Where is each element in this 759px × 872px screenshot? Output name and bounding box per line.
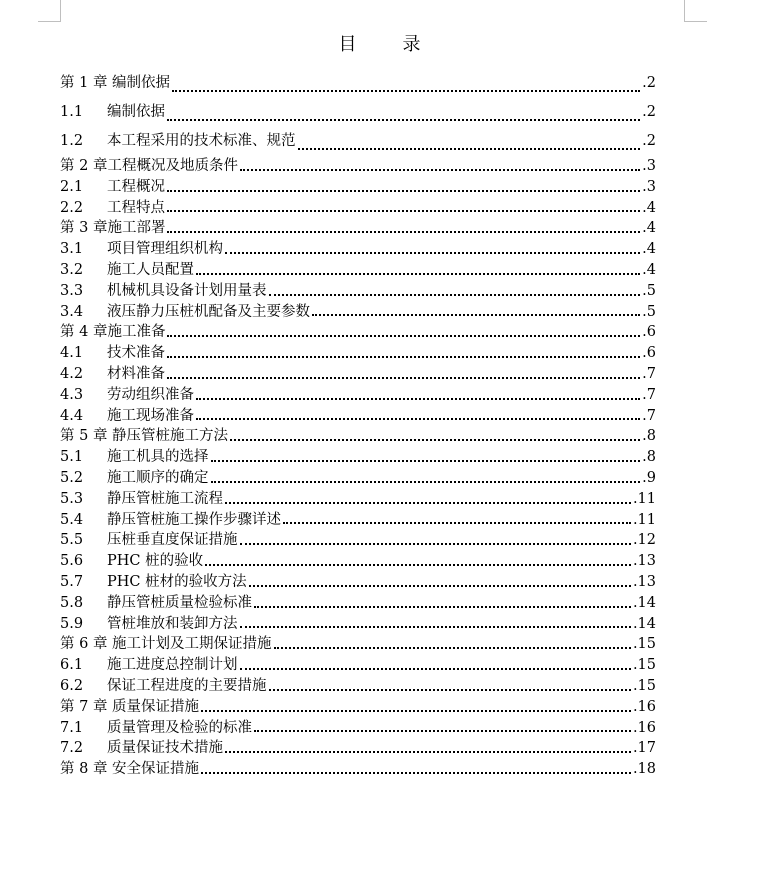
- toc-dot-leader: [196, 418, 640, 420]
- toc-section-entry[interactable]: [60, 406, 656, 427]
- toc-entry-number: 5.5: [60, 532, 84, 549]
- toc-entry-number: 5.2: [60, 469, 84, 486]
- toc-page-number: .8: [642, 449, 656, 466]
- toc-page-number: .6: [642, 324, 656, 341]
- toc-dot-leader: [211, 460, 641, 462]
- toc-entry-number: 5.7: [60, 573, 84, 590]
- toc-entry-number: 7.2: [60, 740, 84, 757]
- toc-entry-number: 2.1: [60, 178, 84, 195]
- toc-entry-number: 5.1: [60, 449, 84, 466]
- toc-entry-label: 质量保证技术措施: [107, 740, 223, 757]
- toc-section-entry[interactable]: [60, 447, 656, 468]
- toc-entry-number: 5.6: [60, 553, 84, 570]
- toc-page-number: .11: [632, 490, 656, 507]
- toc-entry-number: 4.2: [60, 365, 84, 382]
- toc-entry-label: 第 7 章 质量保证措施: [60, 698, 200, 715]
- toc-entry-label: 材料准备: [107, 365, 165, 382]
- toc-dot-leader: [240, 169, 640, 171]
- toc-page-number: .2: [642, 104, 656, 120]
- toc-entry-label: 施工机具的选择: [107, 449, 209, 466]
- toc-entry-label: 编制依据: [107, 104, 165, 120]
- toc-section-entry[interactable]: [60, 655, 656, 676]
- toc-title: 目 录: [338, 34, 435, 55]
- toc-chapter-entry[interactable]: [60, 218, 656, 239]
- toc-entry-number: 6.2: [60, 677, 84, 694]
- toc-dot-leader: [172, 90, 640, 92]
- toc-entry-number: 3.4: [60, 303, 84, 320]
- toc-page-number: .7: [642, 365, 656, 382]
- toc-entry-number: 5.9: [60, 615, 84, 632]
- toc-entry-label: 质量管理及检验的标准: [107, 719, 252, 736]
- toc-section-entry[interactable]: [60, 260, 656, 281]
- toc-entry-number: 2.2: [60, 199, 84, 216]
- toc-page-number: .14: [632, 615, 656, 632]
- toc-page-number: .16: [632, 698, 656, 715]
- toc-section-entry[interactable]: [60, 177, 656, 198]
- toc-dot-leader: [249, 585, 631, 587]
- toc-page-number: .17: [632, 740, 656, 757]
- toc-page-number: .7: [642, 407, 656, 424]
- toc-dot-leader: [167, 335, 640, 337]
- toc-entry-number: 3.1: [60, 241, 84, 258]
- toc-entry-number: 5.3: [60, 490, 84, 507]
- toc-page-number: .11: [632, 511, 656, 528]
- toc-entry-label: 保证工程进度的主要措施: [107, 677, 267, 694]
- toc-entry-label: 工程特点: [107, 199, 165, 216]
- toc-entry-label: 项目管理组织机构: [107, 241, 223, 258]
- toc-entry-label: 静压管桩施工流程: [107, 490, 223, 507]
- toc-dot-leader: [167, 210, 640, 212]
- toc-entry-label: 施工现场准备: [107, 407, 194, 424]
- toc-page-number: .13: [632, 573, 656, 590]
- toc-entry-label: 施工顺序的确定: [107, 469, 209, 486]
- toc-entry-label: 第 6 章 施工计划及工期保证措施: [60, 636, 272, 653]
- toc-chapter-entry[interactable]: [60, 759, 656, 780]
- toc-entry-label: 第 4 章施工准备: [60, 324, 166, 341]
- toc-dot-leader: [225, 502, 631, 504]
- toc-dot-leader: [240, 626, 631, 628]
- toc-section-entry[interactable]: [60, 510, 656, 531]
- toc-page-number: .13: [632, 553, 656, 570]
- toc-entry-label: 压桩垂直度保证措施: [107, 532, 238, 549]
- toc-entry-number: 4.4: [60, 407, 84, 424]
- toc-section-entry[interactable]: [60, 302, 656, 323]
- toc-dot-leader: [225, 751, 631, 753]
- toc-section-entry[interactable]: [60, 343, 656, 364]
- toc-dot-leader: [167, 119, 640, 121]
- toc-entry-label: 第 8 章 安全保证措施: [60, 761, 200, 778]
- toc-section-entry[interactable]: [60, 572, 656, 593]
- toc-entry-label: 机械机具设备计划用量表: [107, 282, 267, 299]
- toc-section-entry[interactable]: [60, 593, 656, 614]
- toc-page-number: .2: [642, 75, 656, 91]
- toc-entry-label: PHC 桩的验收: [107, 553, 204, 570]
- toc-entry-number: 4.3: [60, 386, 84, 403]
- toc-dot-leader: [298, 148, 641, 150]
- toc-section-entry[interactable]: [60, 281, 656, 302]
- toc-entry-number: 1.1: [60, 104, 84, 120]
- toc-entry-label: 施工进度总控制计划: [107, 657, 238, 674]
- toc-entry-label: 劳动组织准备: [107, 386, 194, 403]
- toc-section-entry[interactable]: [60, 530, 656, 551]
- toc-page-number: .8: [642, 428, 656, 445]
- toc-section-entry[interactable]: [60, 489, 656, 510]
- toc-dot-leader: [269, 294, 641, 296]
- toc-entry-label: PHC 桩材的验收方法: [107, 573, 247, 590]
- toc-dot-leader: [205, 564, 631, 566]
- toc-section-entry[interactable]: [60, 468, 656, 489]
- toc-entry-number: 3.3: [60, 282, 84, 299]
- toc-entry-number: 1.2: [60, 133, 84, 149]
- toc-chapter-entry[interactable]: [60, 322, 656, 343]
- toc-dot-leader: [211, 481, 641, 483]
- toc-dot-leader: [196, 273, 640, 275]
- toc-dot-leader: [283, 522, 631, 524]
- toc-entry-label: 第 3 章施工部署: [60, 220, 166, 237]
- toc-section-entry[interactable]: [60, 676, 656, 697]
- toc-entry-label: 静压管桩质量检验标准: [107, 594, 252, 611]
- toc-page-number: .3: [642, 158, 656, 174]
- toc-page-number: .5: [642, 282, 656, 299]
- toc-section-entry[interactable]: [60, 98, 656, 127]
- toc-page-number: .18: [632, 761, 656, 778]
- toc-entry-label: 施工人员配置: [107, 261, 194, 278]
- toc-page-number: .4: [642, 220, 656, 237]
- toc-section-entry[interactable]: [60, 738, 656, 759]
- toc-page-number: .14: [632, 594, 656, 611]
- toc-dot-leader: [269, 689, 631, 691]
- toc-entry-label: 第 2 章工程概况及地质条件: [60, 158, 238, 174]
- toc-entry-number: 5.8: [60, 594, 84, 611]
- toc-section-entry[interactable]: [60, 198, 656, 219]
- toc-entry-label: 工程概况: [107, 178, 165, 195]
- page-corner-mark-right: [684, 0, 707, 22]
- toc-entry-label: 液压静力压桩机配备及主要参数: [107, 303, 310, 320]
- toc-page-number: .4: [642, 199, 656, 216]
- toc-chapter-entry[interactable]: [60, 426, 656, 447]
- toc-entry-number: 4.1: [60, 345, 84, 362]
- page-corner-mark-left: [38, 0, 61, 22]
- toc-section-entry[interactable]: [60, 127, 656, 156]
- toc-dot-leader: [167, 190, 640, 192]
- toc-page-number: .15: [632, 677, 656, 694]
- toc-dot-leader: [196, 398, 640, 400]
- toc-entry-number: 7.1: [60, 719, 84, 736]
- toc-dot-leader: [312, 314, 640, 316]
- toc-entry-label: 管桩堆放和装卸方法: [107, 615, 238, 632]
- toc-page-number: .12: [632, 532, 656, 549]
- toc-page-number: .9: [642, 469, 656, 486]
- toc-dot-leader: [240, 543, 631, 545]
- toc-page-number: .2: [642, 133, 656, 149]
- toc-page-number: .4: [642, 261, 656, 278]
- toc-page-number: .5: [642, 303, 656, 320]
- toc-chapter-entry[interactable]: [60, 634, 656, 655]
- toc-section-entry[interactable]: [60, 551, 656, 572]
- toc-entry-number: 5.4: [60, 511, 84, 528]
- toc-section-entry[interactable]: [60, 364, 656, 385]
- toc-page-number: .4: [642, 241, 656, 258]
- toc-dot-leader: [254, 730, 631, 732]
- toc-section-entry[interactable]: [60, 718, 656, 739]
- toc-section-entry[interactable]: [60, 614, 656, 635]
- toc-chapter-entry[interactable]: [60, 156, 656, 177]
- toc-section-entry[interactable]: [60, 385, 656, 406]
- toc-entry-label: 静压管桩施工操作步骤详述: [107, 511, 281, 528]
- toc-page-number: .15: [632, 636, 656, 653]
- toc-dot-leader: [201, 710, 631, 712]
- toc-dot-leader: [167, 356, 640, 358]
- toc-page-number: .7: [642, 386, 656, 403]
- toc-dot-leader: [254, 606, 631, 608]
- toc-entry-label: 技术准备: [107, 345, 165, 362]
- table-of-contents: [60, 69, 656, 780]
- toc-dot-leader: [225, 252, 640, 254]
- toc-page-number: .3: [642, 178, 656, 195]
- toc-chapter-entry[interactable]: [60, 69, 656, 98]
- toc-entry-label: 第 5 章 静压管桩施工方法: [60, 428, 229, 445]
- toc-dot-leader: [201, 772, 631, 774]
- toc-dot-leader: [240, 668, 631, 670]
- toc-entry-number: 3.2: [60, 261, 84, 278]
- toc-entry-label: 第 1 章 编制依据: [60, 75, 171, 91]
- toc-section-entry[interactable]: [60, 239, 656, 260]
- toc-dot-leader: [167, 231, 640, 233]
- toc-dot-leader: [167, 377, 640, 379]
- toc-entry-number: 6.1: [60, 657, 84, 674]
- toc-chapter-entry[interactable]: [60, 697, 656, 718]
- toc-page-number: .15: [632, 657, 656, 674]
- toc-dot-leader: [230, 439, 640, 441]
- toc-page-number: .16: [632, 719, 656, 736]
- toc-entry-label: 本工程采用的技术标准、规范: [107, 133, 296, 149]
- toc-dot-leader: [274, 647, 631, 649]
- toc-page-number: .6: [642, 345, 656, 362]
